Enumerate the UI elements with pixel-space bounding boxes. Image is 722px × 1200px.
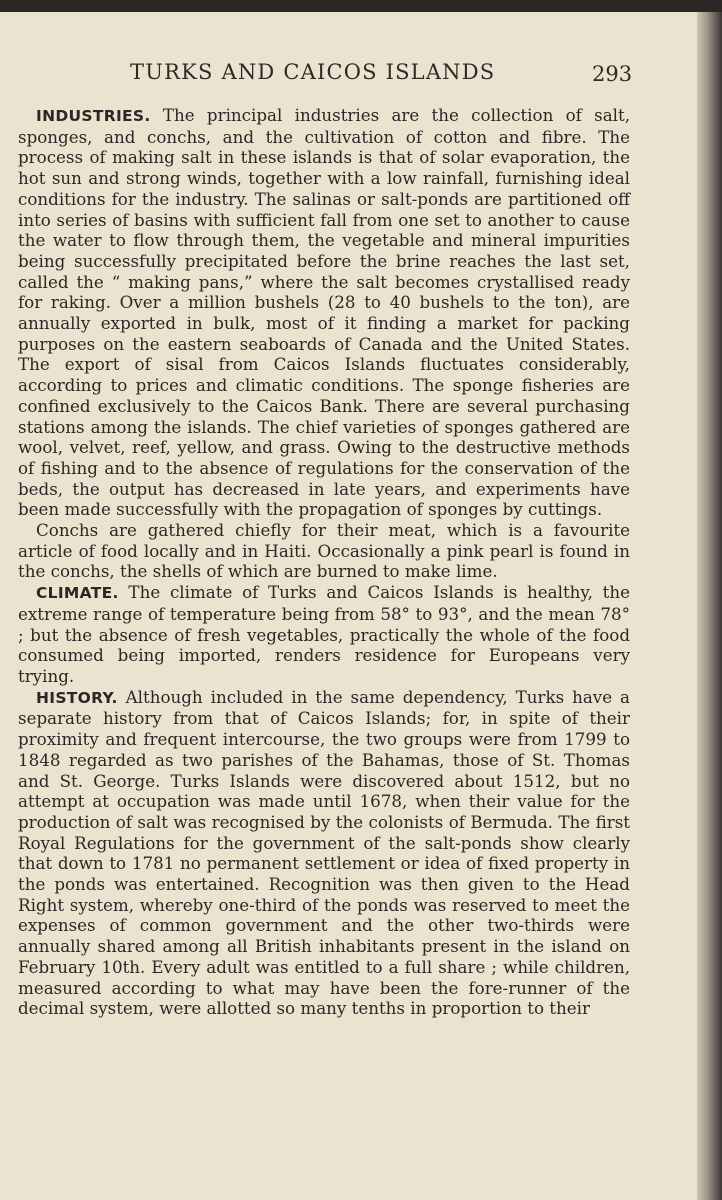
page-gutter-shadow: [697, 12, 722, 1200]
running-head: [0, 60, 697, 100]
climate-text: The climate of Turks and Caicos Islands is healthy, the extreme range of temperature being from 58° to 93°, and the mean 78° ; but the absence of fresh vegetables, practically the whole of the food consumed being imported, renders residence for Europeans very trying.: [18, 582, 630, 686]
paragraph-industries: [18, 105, 630, 520]
paragraph-history: [18, 687, 630, 1019]
paragraph-climate: [18, 582, 630, 687]
section-heading-industries: INDUSTRIES.: [36, 107, 151, 125]
page-number: 293: [592, 62, 633, 86]
conchs-text: Conchs are gathered chiefly for their meat, which is a favourite article of food locally and in Haiti. Occasionally a pink pearl is found in the conchs, the shells of which are burned to make lime.: [18, 520, 630, 582]
book-page: [0, 12, 697, 1200]
industries-text: The principal industries are the collection of salt, sponges, and conchs, and the cultivation of cotton and fibre. The process of making salt in these islands is that of solar evaporation, the hot sun and strong winds, together with a low rainfall, furnishing ideal conditions for the industry. The salinas or salt-ponds are partitioned off into series of basins with sufficient fall from one set to another to cause the water to flow through them, the vegetable and mineral impurities being successfully precipitated before the brine reaches the last set, called the “ making pans,” where the salt becomes crystallised ready for raking. Over a million bushels (28 to 40 bushels to the ton), are annually exported in bulk, most of it finding a market for packing purposes on the eastern seaboards of Canada and the United States. The export of sisal from Caicos Islands fluctuates considerably, according to prices and climatic conditions. The sponge fisheries are confined exclusively to the Caicos Bank. There are several purchasing stations among the islands. The chief varieties of sponges gathered are wool, velvet, reef, yellow, and grass. Owing to the destructive methods of fishing and to the absence of regulations for the conservation of the beds, the output has decreased in late years, and experiments have been made successfully with the propagation of sponges by cuttings.: [18, 105, 630, 520]
section-heading-history: HISTORY.: [36, 688, 118, 707]
body-text: [18, 105, 630, 1019]
running-title: TURKS AND CAICOS ISLANDS: [130, 60, 496, 84]
paragraph-conchs: [18, 520, 630, 582]
section-heading-climate: CLIMATE.: [36, 584, 119, 603]
history-text: Although included in the same dependency, Turks have a separate history from that of Caicos Islands; for, in spite of their proximity and frequent intercourse, the two groups were from 1799 to 1848 regarded as two parishes of the Bahamas, those of St. Thomas and St. George. Turks Islands were discovered about 1512, but no attempt at occupation was made until 1678, when their value for the production of salt was recognised by the colonists of Bermuda. The first Royal Regulations for the government of the salt-ponds show clearly that down to 1781 no permanent settlement or idea of fixed property in the ponds was entertained. Recognition was then given to the Head Right system, whereby one-third of the ponds was reserved to meet the expenses of common government and the other two-thirds were annually shared among all British inhabitants present in the island on February 10th. Every adult was entitled to a full share ; while children, measured according to what may have been the fore-runner of the decimal system, were allotted so many tenths in proportion to their: [18, 686, 630, 1019]
